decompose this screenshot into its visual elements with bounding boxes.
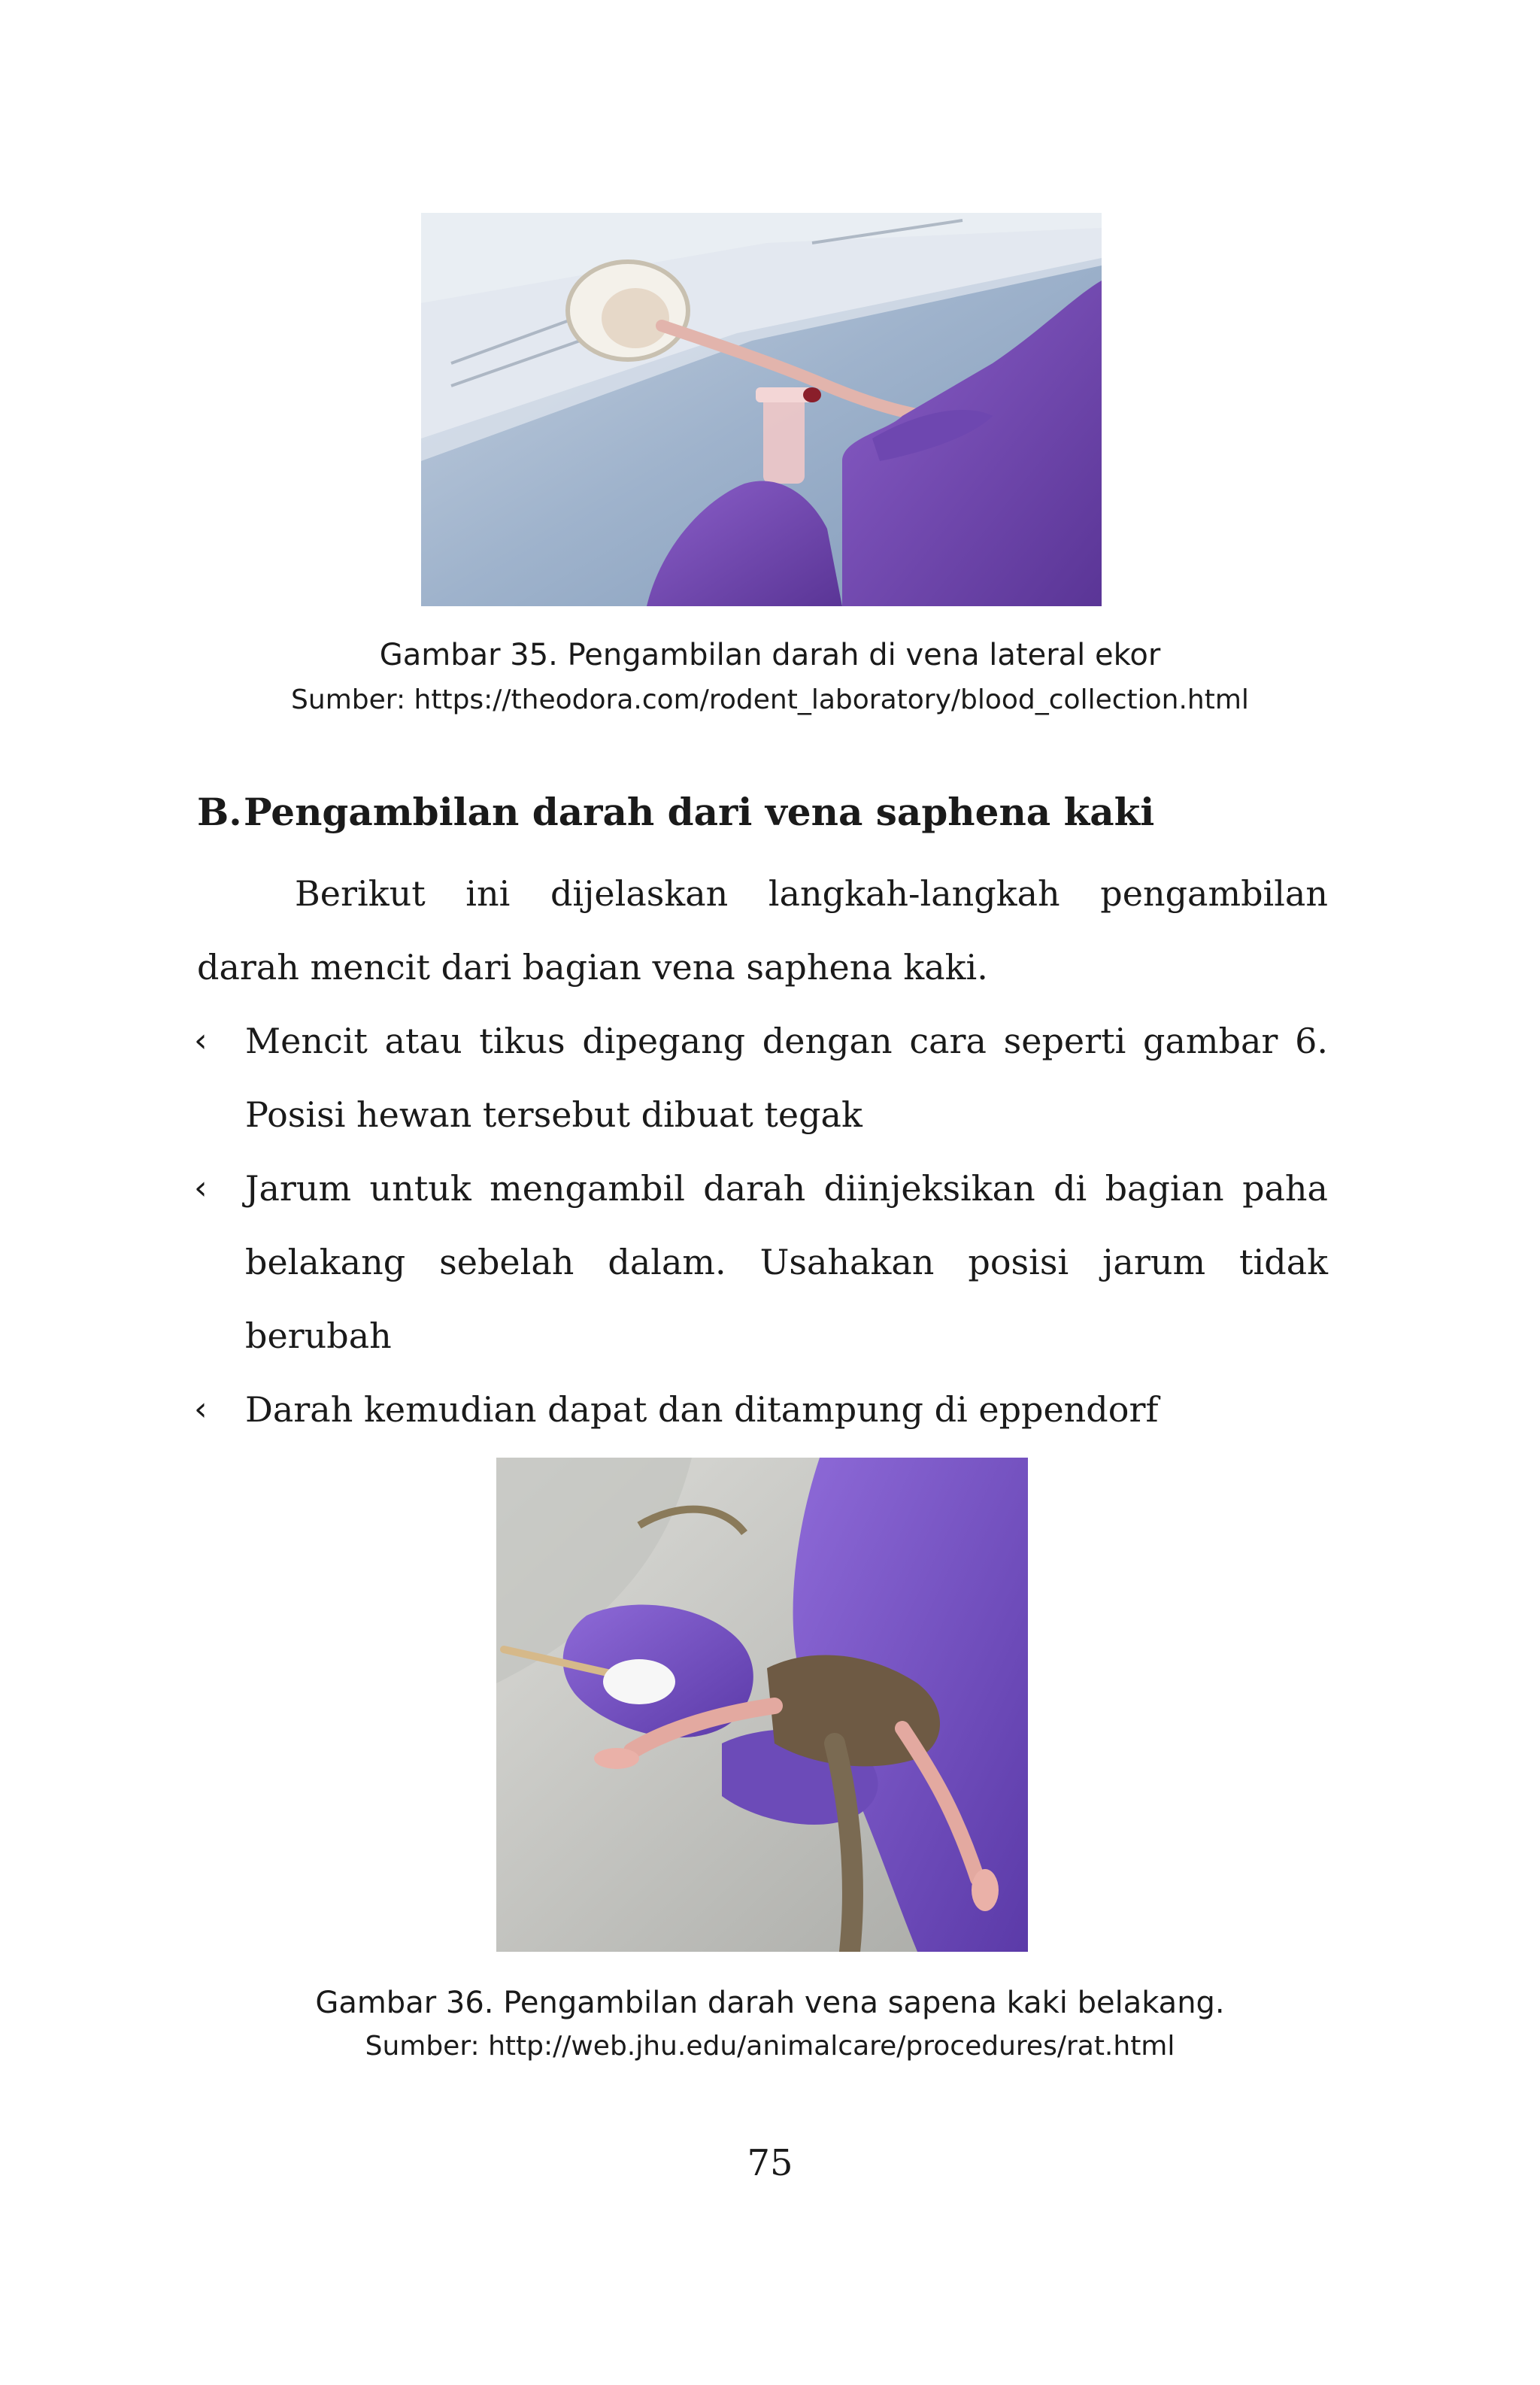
step-2-line-2: belakang sebelah dalam. Usahakan posisi jarum tidak	[245, 1242, 1328, 1282]
step-1-line-2: Posisi hewan tersebut dibuat tegak	[245, 1094, 862, 1135]
figure-35-source: Sumber: https://theodora.com/rodent_laboratory/blood_collection.html	[291, 684, 1249, 715]
figure-35-caption: Gambar 35. Pengambilan darah di vena lateral ekor	[379, 638, 1161, 672]
figure-36-photo	[496, 1458, 1028, 1952]
bullet-marker: ‹	[194, 1390, 208, 1428]
intro-paragraph-line-1: Berikut ini dijelaskan langkah-langkah pengambilan	[295, 873, 1328, 914]
figure-36-caption: Gambar 36. Pengambilan darah vena sapena kaki belakang.	[315, 1986, 1225, 2020]
figure-36-source: Sumber: http://web.jhu.edu/animalcare/procedures/rat.html	[365, 2031, 1175, 2062]
page-number: 75	[747, 2142, 793, 2184]
step-1-line-1: Mencit atau tikus dipegang dengan cara seperti gambar 6.	[245, 1021, 1328, 1061]
step-2-line-3: berubah	[245, 1315, 392, 1356]
section-title: Pengambilan darah dari vena saphena kaki	[244, 790, 1155, 834]
section-heading	[197, 790, 1154, 834]
intro-paragraph-line-2: darah mencit dari bagian vena saphena kaki.	[197, 947, 988, 988]
figure-35-photo	[421, 213, 1102, 606]
step-3-line-1: Darah kemudian dapat dan ditampung di eppendorf	[245, 1389, 1159, 1430]
section-letter: B.	[197, 790, 242, 834]
bullet-marker: ‹	[194, 1021, 208, 1060]
bullet-marker: ‹	[194, 1169, 208, 1207]
step-2-line-1: Jarum untuk mengambil darah diinjeksikan di bagian paha	[245, 1168, 1328, 1209]
